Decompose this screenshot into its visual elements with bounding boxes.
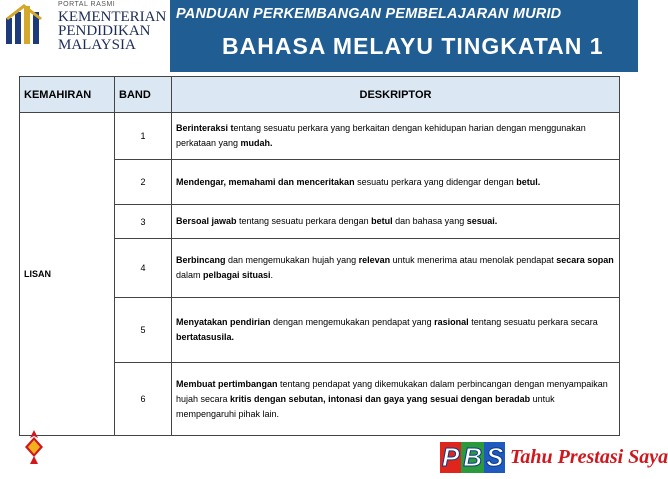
logo-line-2: PENDIDIKAN xyxy=(58,23,151,39)
header-kemahiran: KEMAHIRAN xyxy=(20,77,115,113)
ministry-logo xyxy=(0,0,170,72)
band-cell: 4 xyxy=(115,239,172,298)
red-diamond-ornament-icon xyxy=(24,430,44,464)
tagline: Tahu Prestasi Saya xyxy=(510,446,668,468)
header-banner xyxy=(0,0,638,72)
descriptor-bold-text: Bersoal jawab xyxy=(176,216,237,226)
descriptor-bold-text: secara sopan xyxy=(556,255,614,265)
page-subtitle: BAHASA MELAYU TINGKATAN 1 xyxy=(222,33,604,59)
header-deskriptor: DESKRIPTOR xyxy=(172,77,620,113)
descriptor-bold-text: kritis dengan sebutan, intonasi dan gaya yang sesuai dengan beradab xyxy=(230,393,531,404)
band-cell: 6 xyxy=(115,363,172,436)
descriptor-bold-text: relevan xyxy=(358,255,391,265)
pbs-letter: S xyxy=(486,442,504,472)
band-cell: 3 xyxy=(115,205,172,239)
descriptor-text: . xyxy=(270,270,274,280)
descriptor-table xyxy=(19,76,620,436)
descriptor-text: dalam xyxy=(176,270,204,280)
descriptor-bold-text: Menyatakan pendirian xyxy=(176,317,271,327)
descriptor-bold-text: betul xyxy=(371,216,393,226)
skill-cell: LISAN xyxy=(20,113,115,436)
descriptor-cell xyxy=(172,298,620,363)
table-body xyxy=(20,113,620,436)
descriptor-bold-text: Berinteraksi t xyxy=(176,123,234,133)
descriptor-text: entang sesuatu perkara yang berkaitan dengan kehidupan harian dengan menggunakan perkataan yang xyxy=(176,123,586,148)
band-cell: 2 xyxy=(115,160,172,205)
descriptor-text: dengan mengemukakan pendapat yang xyxy=(270,317,435,327)
descriptor-cell xyxy=(172,363,620,436)
band-cell: 1 xyxy=(115,113,172,160)
page-title: PANDUAN PERKEMBANGAN PEMBELAJARAN MURID xyxy=(176,6,562,22)
descriptor-bold-text: Membuat pertimbangan xyxy=(176,378,278,389)
descriptor-bold-text: rasional xyxy=(434,317,469,327)
descriptor-text: tentang pendapat yang dikemukakan dalam perbincangan dengan menyampaikan hujah secara xyxy=(176,378,608,404)
band-cell: 5 xyxy=(115,298,172,363)
descriptor-bold-text: mudah. xyxy=(240,138,273,148)
table-header-row xyxy=(20,77,620,113)
logo-line-1: KEMENTERIAN xyxy=(58,9,167,25)
descriptor-text: dan bahasa yang xyxy=(392,216,467,226)
pbs-logo xyxy=(440,442,505,474)
descriptor-bold-text: bertatasusila. xyxy=(176,332,235,342)
pbs-letter: P xyxy=(442,442,460,472)
descriptor-text: untuk mempengaruhi pihak lain. xyxy=(176,393,555,419)
pbs-letter: B xyxy=(463,442,483,472)
descriptor-cell xyxy=(172,160,620,205)
descriptor-cell xyxy=(172,239,620,298)
descriptor-text: sesuatu perkara yang didengar dengan xyxy=(354,176,517,187)
table-row xyxy=(20,113,620,160)
descriptor-text: tentang sesuatu perkara dengan xyxy=(236,216,372,226)
logo-small-text: PORTAL RASMI xyxy=(58,1,116,8)
descriptor-bold-text: sesuai. xyxy=(466,216,498,226)
descriptor-bold-text: Mendengar, memahami dan menceritakan xyxy=(176,176,355,187)
logo-line-3: MALAYSIA xyxy=(58,37,136,53)
descriptor-cell xyxy=(172,113,620,160)
descriptor-text: untuk menerima atau menolak pendapat xyxy=(390,255,557,265)
descriptor-bold-text: Berbincang xyxy=(176,255,226,265)
descriptor-bold-text: betul. xyxy=(516,176,541,187)
descriptor-cell xyxy=(172,205,620,239)
descriptor-text: tentang sesuatu perkara secara xyxy=(468,317,598,327)
ministry-emblem-icon xyxy=(4,4,44,46)
descriptor-bold-text: pelbagai situasi xyxy=(203,270,271,280)
descriptor-text: dan mengemukakan hujah yang xyxy=(225,255,359,265)
header-band: BAND xyxy=(115,77,172,113)
